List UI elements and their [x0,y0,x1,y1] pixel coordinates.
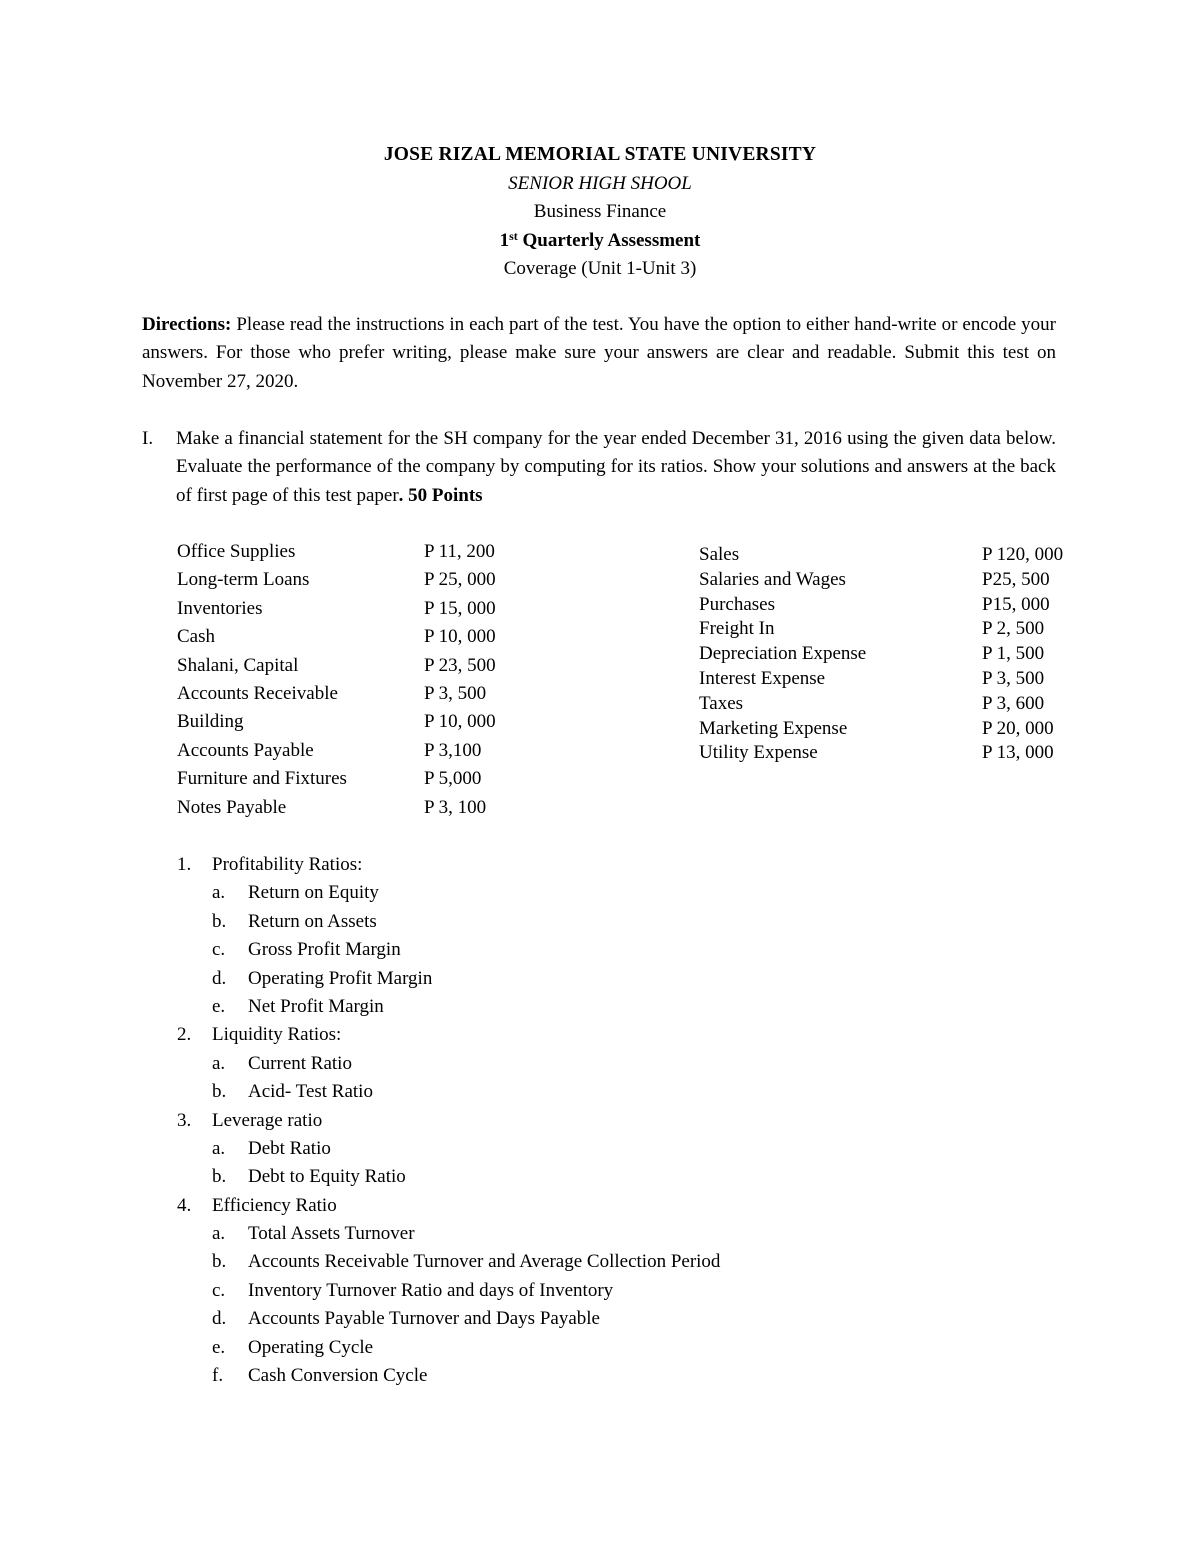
directions-text: Please read the instructions in each part of the test. You have the option to either hand-write or encode your answers. For those who prefer writing, please make sure your answers are clear and readable. Submit this test on November 27, 2020. [142,314,1056,392]
ratio-category-number: 2. [177,1024,192,1046]
ratio-item-text: Net Profit Margin [248,995,384,1017]
ratio-item-letter: f. [212,1365,224,1387]
account-label: Marketing Expense [699,717,848,739]
ratio-item-letter: d. [212,967,227,989]
quarter-label: Quarterly Assessment [517,229,701,251]
ratio-item-letter: d. [212,1308,227,1330]
ratio-item-text: Accounts Payable Turnover and Days Payable [248,1308,600,1330]
account-row [699,716,1099,741]
account-label: Salaries and Wages [699,568,846,590]
account-value: P 5,000 [424,768,482,790]
ratio-item-letter: e. [212,995,226,1017]
ratio-category-title: Leverage ratio [212,1109,323,1131]
ratio-item-text: Debt Ratio [248,1137,331,1159]
ratio-item-text: Accounts Receivable Turnover and Average Collection Period [248,1251,721,1273]
assessment-title [0,227,1200,256]
account-value: P 3, 500 [982,667,1045,689]
account-label: Building [177,711,244,733]
account-value: P15, 000 [982,593,1050,615]
ratio-category [177,851,977,879]
account-value: P 3, 600 [982,692,1045,714]
account-value: P 23, 500 [424,654,496,676]
account-label: Interest Expense [699,667,826,689]
ratio-item [177,1305,977,1333]
ratio-category-title: Profitability Ratios: [212,854,363,875]
account-value: P 10, 000 [424,711,496,733]
ratio-item-text: Inventory Turnover Ratio and days of Inventory [248,1279,614,1301]
ratio-item-text: Return on Assets [248,910,377,932]
account-row [177,623,537,651]
ratio-item [177,993,977,1021]
account-value: P 2, 500 [982,618,1045,640]
account-label: Taxes [699,692,744,714]
ratio-list [177,851,977,1390]
ratio-item [177,1163,977,1191]
account-value: P 10, 000 [424,626,496,648]
coverage-line: Coverage (Unit 1-Unit 3) [503,258,697,279]
ratio-item-text: Gross Profit Margin [248,939,401,961]
directions-label: Directions: [142,314,232,335]
document-header [0,141,1200,284]
subject-name: Business Finance [533,201,667,222]
account-value: P 3, 500 [424,682,487,704]
account-value: P 120, 000 [982,544,1064,565]
ratio-item-text: Debt to Equity Ratio [248,1166,406,1188]
ratio-item [177,908,977,936]
part-instructions [176,425,1056,510]
account-value: P 13, 000 [982,742,1054,764]
school-name: SENIOR HIGH SHOOL [508,172,692,194]
account-label: Sales [699,544,740,565]
ratio-category-title: Efficiency Ratio [212,1194,337,1216]
ratio-category [177,1107,977,1135]
ratio-category-number: 1. [177,854,192,875]
ratio-item [177,1248,977,1276]
account-row [177,595,537,623]
quarter-number: 1 [499,229,510,251]
account-row [699,666,1099,691]
ratio-category-number: 4. [177,1194,192,1216]
account-row [699,542,1099,567]
account-label: Accounts Receivable [177,682,338,704]
account-row [177,794,537,822]
account-row [699,592,1099,617]
account-label: Notes Payable [177,796,287,818]
account-value: P 20, 000 [982,717,1054,739]
account-label: Freight In [699,618,775,640]
ratio-item-letter: b. [212,1166,227,1188]
account-value: P 3,100 [424,739,482,761]
accounts-table-left [177,538,537,822]
account-value: P 25, 000 [424,569,496,591]
account-label: Shalani, Capital [177,654,299,676]
account-label: Depreciation Expense [699,643,867,665]
part-number: I. [142,428,154,449]
ratio-item-letter: e. [212,1336,226,1358]
ratio-item [177,1362,977,1390]
ratio-item [177,965,977,993]
ratio-item-text: Operating Profit Margin [248,967,433,989]
account-row [699,691,1099,716]
university-name: JOSE RIZAL MEMORIAL STATE UNIVERSITY [383,144,817,165]
account-row [177,566,537,594]
ratio-category-number: 3. [177,1109,192,1131]
account-label: Purchases [699,593,775,615]
ratio-item [177,936,977,964]
account-row [699,641,1099,666]
part-one [142,425,1056,510]
ratio-item-letter: a. [212,882,226,904]
ratio-item [177,1220,977,1248]
account-label: Utility Expense [699,742,818,764]
ratio-item [177,1078,977,1106]
account-row [177,680,537,708]
part-points: . 50 Points [398,484,483,506]
account-row [177,765,537,793]
account-label: Cash [177,626,215,648]
part-text: Make a financial statement for the SH company for the year ended December 31, 2016 using the given data below. Evaluate the performance of the company by computing for its ratios. Show your solutions and answers at the back of first page of this test paper [176,428,1056,506]
ratio-item-text: Return on Equity [248,882,379,904]
ratio-item [177,1277,977,1305]
ratio-item [177,879,977,907]
account-row [177,708,537,736]
account-label: Office Supplies [177,541,296,562]
accounts-table-right [699,542,1099,765]
ratio-category [177,1021,977,1049]
ratio-item [177,1050,977,1078]
account-row [699,616,1099,641]
account-value: P 1, 500 [982,643,1045,665]
ratio-item [177,1334,977,1362]
ratio-item-letter: b. [212,1251,227,1273]
ratio-item-letter: a. [212,1223,226,1245]
ratio-item-text: Cash Conversion Cycle [248,1365,428,1387]
account-row [177,737,537,765]
account-value: P25, 500 [982,568,1050,590]
ratio-item [177,1135,977,1163]
ratio-item-letter: c. [212,1279,226,1301]
account-row [177,652,537,680]
account-label: Furniture and Fixtures [177,768,347,790]
ratio-item-text: Operating Cycle [248,1336,374,1358]
account-label: Inventories [177,597,263,619]
ratio-item-text: Acid- Test Ratio [248,1081,373,1103]
account-label: Accounts Payable [177,739,314,761]
ratio-category [177,1192,977,1220]
ratio-item-text: Current Ratio [248,1052,352,1074]
account-value: P 11, 200 [424,541,495,562]
directions-paragraph [142,311,1056,396]
account-row [699,740,1099,765]
ratio-item-letter: a. [212,1137,226,1159]
ratio-item-letter: b. [212,910,227,932]
ratio-item-letter: a. [212,1052,226,1074]
account-value: P 3, 100 [424,796,487,818]
account-row [699,567,1099,592]
account-row [177,538,537,566]
ratio-item-text: Total Assets Turnover [248,1223,415,1245]
quarter-suffix: st [509,228,518,243]
account-label: Long-term Loans [177,569,310,591]
ratio-item-letter: b. [212,1081,227,1103]
account-value: P 15, 000 [424,597,496,619]
ratio-category-title: Liquidity Ratios: [212,1024,342,1046]
ratio-item-letter: c. [212,939,226,961]
